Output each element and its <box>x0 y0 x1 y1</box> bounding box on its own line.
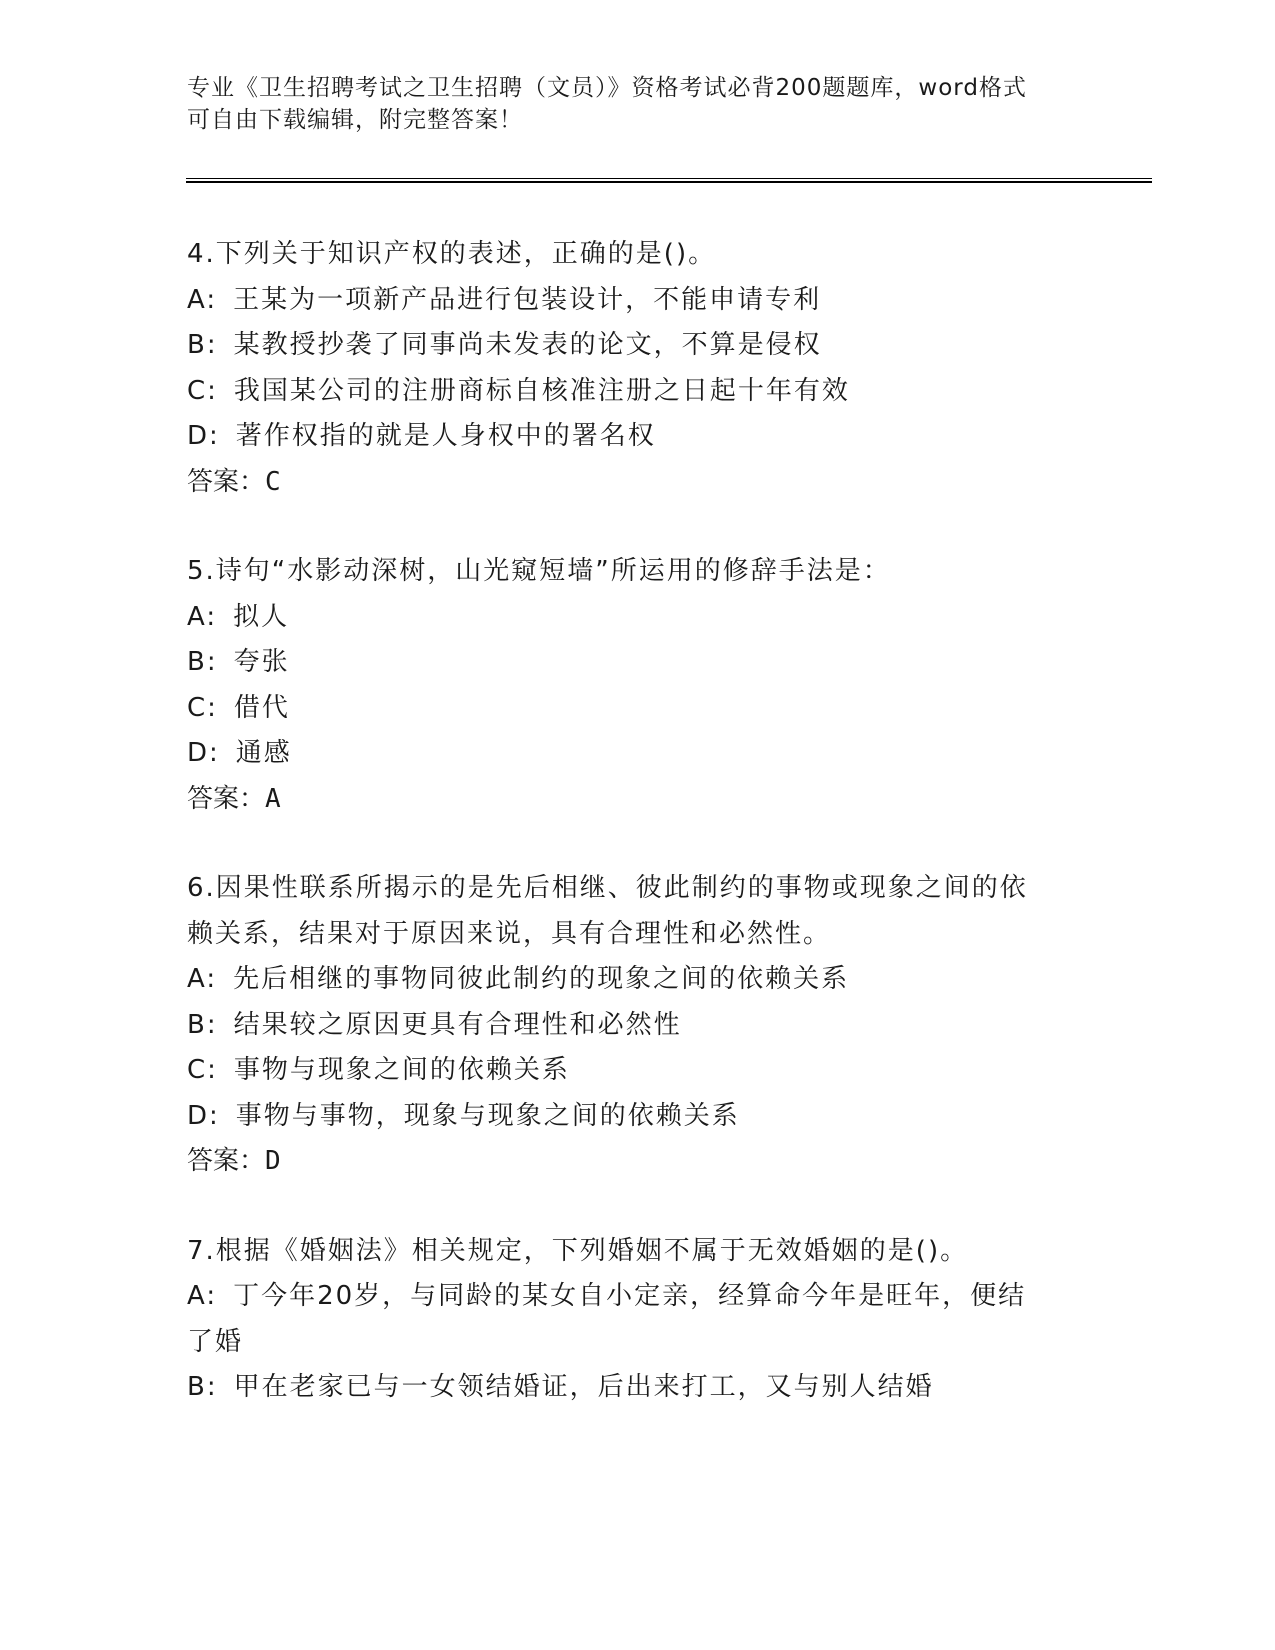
option-text: 拟人 <box>233 601 290 632</box>
option-text: 某教授抄袭了同事尚未发表的论文，不算是侵权 <box>233 330 822 360</box>
option-letter: D: <box>187 738 220 768</box>
question-stem: 5.诗句“水影动深树，山光窥短墙”所运用的修辞手法是： <box>187 556 891 586</box>
option-letter: A: <box>187 601 218 632</box>
option-c <box>187 369 1087 415</box>
option-letter: B: <box>187 1372 218 1402</box>
document-header <box>187 72 1087 136</box>
option-b <box>187 1365 1087 1411</box>
option-text: 事物与事物，现象与现象之间的依赖关系 <box>235 1100 740 1131</box>
answer-label: 答案： <box>187 1146 266 1176</box>
option-text: 王某为一项新产品进行包装设计，不能申请专利 <box>233 284 822 315</box>
option-d <box>187 414 1087 460</box>
question-5 <box>187 549 1087 822</box>
option-text: 借代 <box>233 692 290 723</box>
option-letter: B: <box>187 330 218 360</box>
answer-value: C <box>265 466 281 497</box>
header-divider-thin <box>186 178 1152 179</box>
option-text: 我国某公司的注册商标自核准注册之日起十年有效 <box>233 375 850 406</box>
answer-label: 答案： <box>187 466 266 497</box>
option-a <box>187 278 1087 324</box>
option-letter: A: <box>187 1281 218 1311</box>
option-letter: C: <box>187 375 218 406</box>
option-letter: C: <box>187 1055 218 1085</box>
option-d <box>187 731 1087 777</box>
option-letter: B: <box>187 1009 218 1040</box>
option-text: 先后相继的事物同彼此制约的现象之间的依赖关系 <box>233 964 850 994</box>
option-letter: A: <box>187 284 218 315</box>
question-list <box>187 232 1087 1455</box>
option-b <box>187 1003 1087 1049</box>
header-divider-thick <box>186 181 1152 183</box>
option-b <box>187 640 1087 686</box>
option-a <box>187 595 1087 641</box>
question-stem: 7.根据《婚姻法》相关规定，下列婚姻不属于无效婚姻的是()。 <box>187 1235 969 1266</box>
option-text: 事物与现象之间的依赖关系 <box>233 1055 570 1085</box>
question-4 <box>187 232 1087 505</box>
option-text: 丁今年20岁，与同龄的某女自小定亲，经算命今年是旺年，便结 <box>233 1281 1027 1311</box>
option-letter: D: <box>187 1100 220 1131</box>
header-title-line2: 可自由下载编辑，附完整答案！ <box>187 107 523 133</box>
option-b <box>187 323 1087 369</box>
option-letter: B: <box>187 647 218 677</box>
question-stem: 6.因果性联系所揭示的是先后相继、彼此制约的事物或现象之间的依 <box>187 873 1028 903</box>
answer-label: 答案： <box>187 783 266 814</box>
option-d <box>187 1094 1087 1140</box>
option-c <box>187 1048 1087 1094</box>
answer-value: D <box>265 1146 281 1176</box>
option-a <box>187 1274 1087 1320</box>
option-text: 夸张 <box>233 647 290 677</box>
question-6 <box>187 866 1087 1185</box>
option-text: 甲在老家已与一女领结婚证，后出来打工，又与别人结婚 <box>233 1372 934 1402</box>
option-c <box>187 686 1087 732</box>
question-7 <box>187 1229 1087 1411</box>
question-stem-continued: 赖关系，结果对于原因来说，具有合理性和必然性。 <box>187 918 832 949</box>
option-text: 通感 <box>235 738 292 768</box>
option-letter: C: <box>187 692 218 723</box>
answer-line <box>187 460 1087 506</box>
option-a <box>187 957 1087 1003</box>
option-letter: D: <box>187 421 220 451</box>
answer-line <box>187 777 1087 823</box>
option-text: 结果较之原因更具有合理性和必然性 <box>233 1009 682 1040</box>
option-a-continued: 了婚 <box>187 1326 244 1357</box>
option-text: 著作权指的就是人身权中的署名权 <box>235 421 656 451</box>
option-letter: A: <box>187 964 218 994</box>
header-title-line1: 专业《卫生招聘考试之卫生招聘（文员）》资格考试必背200题题库，word格式 <box>187 75 1027 101</box>
answer-line <box>187 1139 1087 1185</box>
question-stem: 4.下列关于知识产权的表述，正确的是()。 <box>187 239 717 269</box>
answer-value: A <box>265 783 281 814</box>
